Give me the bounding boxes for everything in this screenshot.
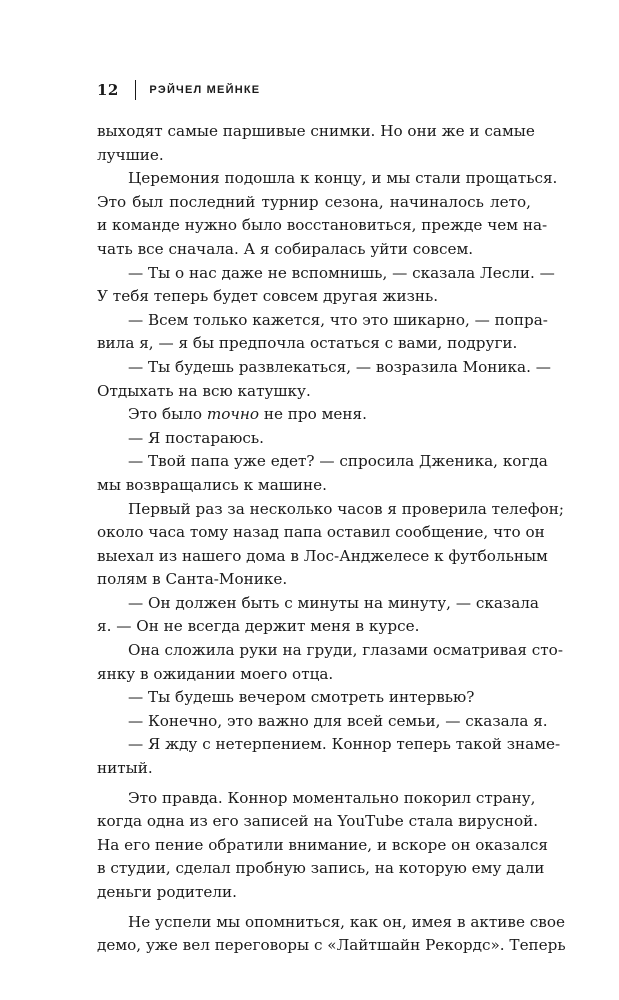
text-line: нитый. [97, 759, 153, 778]
text-line: — Я жду с нетерпением. Коннор теперь такой знаме- [128, 735, 561, 754]
text-line: Не успели мы опомниться, как он, имея в активе свое [128, 912, 565, 931]
author-name: РЭЙЧЕЛ МЕЙНКЕ [149, 84, 261, 96]
text-line: вила я, — я бы предпочла остаться с вами, подруги. [97, 334, 518, 353]
text-line: У тебя теперь будет совсем другая жизнь. [97, 287, 439, 306]
text-line: — Ты будешь вечером смотреть интервью? [128, 688, 475, 707]
text-line: в студии, сделал пробную запись, на которую ему дали [97, 859, 545, 878]
text-line: когда одна из его записей на YouTube стала вирусной. [97, 812, 539, 831]
text-line: Это правда. Коннор моментально покорил страну, [128, 788, 536, 807]
text-line: Первый раз за несколько часов я проверила телефон; [128, 499, 564, 518]
text-line: чать все сначала. А я собиралась уйти совсем. [97, 239, 474, 258]
text-line: Это был последний турнир сезона, начиналось лето, [97, 192, 531, 211]
text-line: я. — Он не всегда держит меня в курсе. [97, 617, 420, 636]
text-line: около часа тому назад папа оставил сообщение, что он [97, 523, 545, 542]
text-line: На его пение обратили внимание, и вскоре он оказался [97, 835, 548, 854]
text-line-emphasis [97, 403, 531, 427]
text-line: лучшие. [97, 145, 164, 164]
text-line: демо, уже вел переговоры с «Лайтшайн Рекордс». Теперь [97, 936, 566, 955]
text-segment: не про меня. [259, 405, 367, 424]
text-line: полям в Санта-Монике. [97, 570, 288, 589]
text-line: — Ты будешь развлекаться, — возразила Моника. — [128, 357, 551, 376]
text-line: янку в ожидании моего отца. [97, 664, 334, 683]
header-divider [135, 80, 137, 100]
text-line: — Конечно, это важно для всей семьи, — сказала я. [128, 711, 548, 730]
text-line: Церемония подошла к концу, и мы стали прощаться. [128, 169, 558, 188]
text-line: Она сложила руки на груди, глазами осматривая сто- [128, 641, 563, 660]
text-line: — Он должен быть с минуты на минуту, — сказала [128, 593, 539, 612]
text-line: и команде нужно было восстановиться, прежде чем на- [97, 216, 548, 235]
running-head [97, 80, 260, 100]
text-line: — Я постараюсь. [128, 428, 264, 447]
text-line: — Твой папа уже едет? — спросила Дженика, когда [128, 452, 548, 471]
text-line: мы возвращались к машине. [97, 475, 327, 494]
text-body [97, 120, 566, 958]
text-line: деньги родители. [97, 883, 237, 901]
text-line: Отдыхать на всю катушку. [97, 381, 311, 400]
text-line: — Всем только кажется, что это шикарно, — попра- [128, 310, 548, 329]
text-line: выходят самые паршивые снимки. Но они же и самые [97, 122, 535, 140]
text-segment: Это было [128, 405, 207, 424]
page-number: 12 [97, 81, 119, 99]
text-line: выехал из нашего дома в Лос-Анджелесе к футбольным [97, 546, 548, 565]
text-line: — Ты о нас даже не вспомнишь, — сказала Лесли. — [128, 263, 555, 282]
emphasized-word: точно [206, 405, 259, 424]
